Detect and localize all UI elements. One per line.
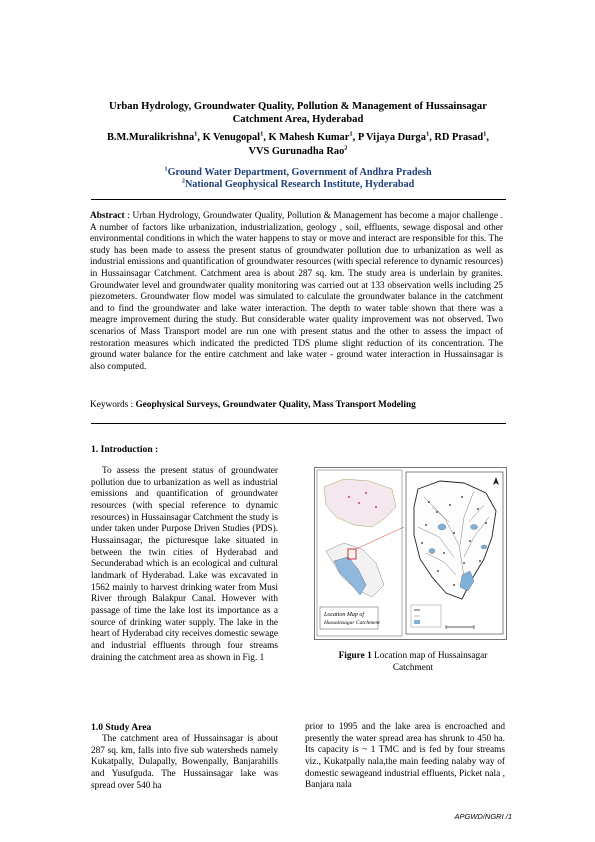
author-line-2: VVS Gurunadha Rao$^2$ <box>248 144 348 157</box>
figure-caption <box>318 651 508 674</box>
location-map <box>314 467 507 640</box>
page-footer: APGWD/NGRI /1 <box>454 812 512 821</box>
abstract <box>90 211 503 373</box>
map-legend <box>411 605 441 627</box>
introduction-paragraph: To assess the present status of groundwater pollution due to urbanization as well as industrial emissions and quantification of groundwater resources (with special reference to dynamic resources) in Hussainsagar Catchment the study is under taken under Purpose Driven Studies (PDS). Hussainsagar, the picturesque lake situated in between the twin cities of Hyderabad and Secunderabad which is an ecological and cultural landmark of Hyderabad. Lake was excavated in 1562 mainly to harvest drinking water from Musi River through Balakpur Canal. However with passage of time the lake lost its importance as a source of drinking water supply. The lake in the heart of Hyderabad city receives domestic sewage and industrial effluents through four streams draining the catchment area as shown in Fig. 1 <box>91 466 278 663</box>
section-heading-introduction: 1. Introduction : <box>91 444 159 455</box>
abstract-label: Abstract <box>90 211 125 221</box>
author-name: K Venugopal <box>202 132 261 143</box>
map-title-line-1: Location Map of <box>324 612 364 618</box>
keywords-text: Geophysical Surveys, Groundwater Quality, Mass Transport Modeling <box>135 400 416 410</box>
map-title-line-2: Hussainsagar Catchment <box>324 620 380 626</box>
affiliation-2: $^2$National Geophysical Research Institute, Hyderabad <box>181 177 415 190</box>
top-divider <box>91 199 506 200</box>
keywords-divider <box>91 423 506 424</box>
author-name: B.M.Muralikrishna <box>106 132 195 143</box>
keywords <box>90 399 503 411</box>
section-heading-study-area: 1.0 Study Area <box>91 722 152 733</box>
author-name: VVS Gurunadha Rao <box>248 146 345 157</box>
affiliation-1: $^1$Ground Water Department, Government of Andhra Pradesh <box>164 165 432 178</box>
author-name: RD Prasad <box>434 132 484 143</box>
figure-label: Figure 1 <box>338 651 372 661</box>
author-name: P Vijaya Durga <box>357 132 426 143</box>
author-name: K Mahesh Kumar <box>268 132 350 143</box>
column2-paragraph: prior to 1995 and the lake area is encroached and presently the water spread area has shrunk to 450 ha. Its capacity is ~ 1 TMC and is fed by four streams viz., Kukatpally nala,the main feeding nalaby way of domestic sewageand industrial effluents, Picket nala , Banjara nala <box>305 722 505 791</box>
location-map-figure <box>314 467 507 640</box>
author-line-1: B.M.Muralikrishna$^1$, K Venugopal$^1$, K Mahesh Kumar$^1$, P Vijaya Durga$^1$, RD Prasad$^1$, <box>106 130 490 143</box>
figure-caption-text: Location map of Hussainsagar Catchment <box>371 651 488 673</box>
paper-title: Urban Hydrology, Groundwater Quality, Pollution & Management of Hussainsagar Catchment Area, Hyderabad <box>109 101 487 125</box>
affiliations <box>88 167 508 191</box>
author-list <box>88 131 508 159</box>
study-area-paragraph: The catchment area of Hussainsagar is about 287 sq. km, falls into five sub watersheds namely Kukatpally, Dulapally, Bowenpally, Banjarahills and Yusufguda. The Hussainsagar lake was spread over 540 ha <box>91 734 278 791</box>
abstract-text: : Urban Hydrology, Groundwater Quality, Pollution & Management has become a major challenge . A number of factors like urbanization, industrialization, geology , soil, effluents, sewage disposal and other environmental conditions in which the water happens to stay or move and interact are responsible for this. The study has been made to assess the present status of groundwater pollution due to urbanization as well as industrial emissions and quantification of groundwater resources (with special reference to dynamic resources) in Hussainsagar Catchment. Catchment area is about 287 sq. km. The study area is underlain by granites. Groundwater level and groundwater quality monitoring was carried out at 133 observation wells including 25 piezometers. Groundwater flow model was simulated to calculate the groundwater balance in the catchment and to find the groundwater and lake water interaction. The depth to water table shown that there was a meagre improvement during the study. But considerable water quality improvement was not observed. Two scenarios of Mass Transport model are run one with present status and the other to assess the impact of restoration measures which indicated the predicted TDS plume slight reduction of its concentration. The ground water balance for the entire catchment and lake water - ground water interaction in Hussainsagar is also computed. <box>90 211 503 372</box>
keywords-label: Keywords : <box>90 400 136 410</box>
